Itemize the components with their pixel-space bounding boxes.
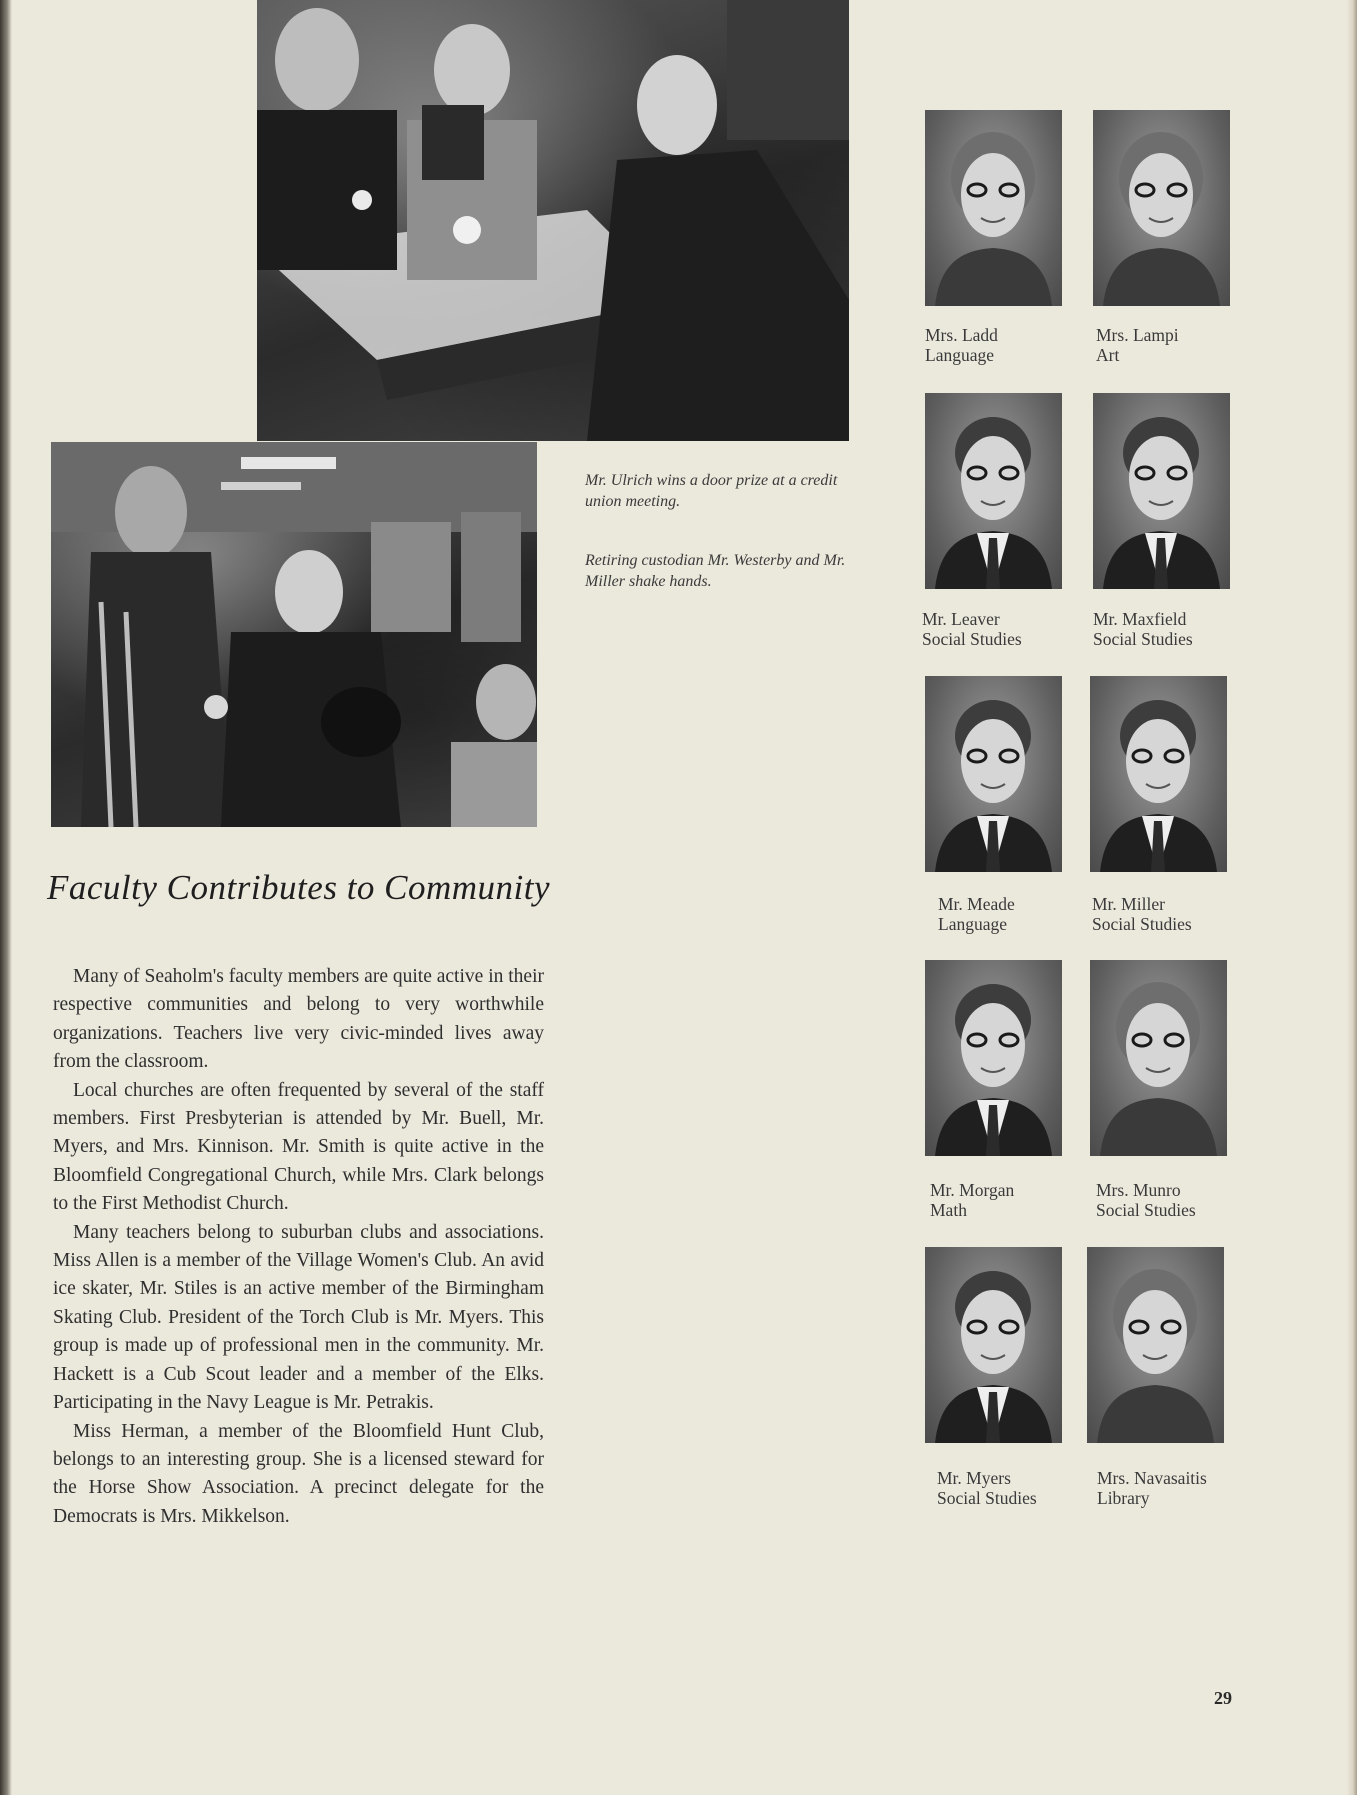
faculty-subject: Social Studies (1092, 914, 1192, 934)
article-paragraph: Many of Seaholm's faculty members are quite active in their respective communities and belong to very worthwhile organizations. Teachers live very civic-minded lives away from the classroom. (53, 966, 544, 1073)
portrait-figure (1090, 676, 1227, 872)
faculty-subject: Language (925, 345, 994, 365)
handshake-caption: Retiring custodian Mr. Westerby and Mr. Miller shake hands. (585, 552, 846, 590)
page-number: 29 (1214, 1688, 1232, 1708)
portrait-leaver (925, 393, 1062, 589)
portrait-figure (925, 1247, 1062, 1443)
portrait-figure (925, 676, 1062, 872)
portrait-morgan (925, 960, 1062, 1156)
portrait-figure (925, 110, 1062, 306)
page-binding-shadow (0, 0, 12, 1795)
faculty-name: Mrs. Navasaitis (1097, 1468, 1207, 1488)
portrait-figure (1087, 1247, 1224, 1443)
faculty-subject: Math (930, 1200, 967, 1220)
portrait-figure (1093, 110, 1230, 306)
faculty-subject: Art (1096, 345, 1120, 365)
portrait-figure (925, 393, 1062, 589)
faculty-name: Mr. Leaver (922, 609, 1000, 629)
faculty-label-lampi (1096, 325, 1179, 365)
faculty-name: Mrs. Ladd (925, 325, 998, 345)
faculty-name: Mr. Myers (937, 1468, 1011, 1488)
faculty-label-maxfield (1093, 609, 1193, 649)
faculty-label-myers (937, 1468, 1037, 1508)
faculty-label-meade (938, 894, 1015, 934)
faculty-subject: Social Studies (1093, 629, 1193, 649)
faculty-label-ladd (925, 325, 998, 365)
handshake-photo (51, 442, 537, 827)
faculty-label-navasaitis (1097, 1468, 1207, 1508)
portrait-figure (1090, 960, 1227, 1156)
faculty-name: Mrs. Lampi (1096, 325, 1179, 345)
portrait-navasaitis (1087, 1247, 1224, 1443)
portrait-miller (1090, 676, 1227, 872)
faculty-label-munro (1096, 1180, 1196, 1220)
faculty-subject: Social Studies (922, 629, 1022, 649)
article-headline: Faculty Contributes to Community (47, 868, 551, 907)
shoulders-shape (1097, 1385, 1214, 1443)
portrait-lampi (1093, 110, 1230, 306)
shoulders-shape (1100, 1098, 1217, 1156)
portrait-myers (925, 1247, 1062, 1443)
portrait-maxfield (1093, 393, 1230, 589)
faculty-name: Mr. Meade (938, 894, 1015, 914)
shoulders-shape (935, 248, 1052, 306)
faculty-label-morgan (930, 1180, 1014, 1220)
faculty-label-leaver (922, 609, 1022, 649)
faculty-label-miller (1092, 894, 1192, 934)
shoulders-shape (1103, 248, 1220, 306)
faculty-name: Mr. Miller (1092, 894, 1165, 914)
door-prize-scene (257, 0, 849, 441)
article-paragraph: Miss Herman, a member of the Bloomfield Hunt Club, belongs to an interesting group. She is a licensed steward for the Horse Show Association. A precinct delegate for the Democrats is Mrs. Mikkelson. (53, 1420, 544, 1527)
faculty-name: Mrs. Munro (1096, 1180, 1181, 1200)
handshake-scene (51, 442, 537, 827)
door-prize-caption: Mr. Ulrich wins a door prize at a credit union meeting. (585, 472, 838, 510)
page-edge-shadow (1347, 0, 1357, 1795)
faculty-name: Mr. Maxfield (1093, 609, 1187, 629)
portrait-munro (1090, 960, 1227, 1156)
article-paragraph: Many teachers belong to suburban clubs and associations. Miss Allen is a member of the Village Women's Club. An avid ice skater, Mr. Stiles is an active member of the Birmingham Skating Club. President of the Torch Club is Mr. Myers. This group is made up of professional men in the community. Mr. Hackett is a Cub Scout leader and a member of the Elks. Participating in the Navy League is Mr. Petrakis. (53, 1221, 544, 1414)
article-paragraph: Local churches are often frequented by several of the staff members. First Presbyterian is attended by Mr. Buell, Mr. Myers, and Mrs. Kinnison. Mr. Smith is quite active in the Bloomfield Congregational Church, while Mrs. Clark belongs to the First Methodist Church. (53, 1079, 544, 1215)
faculty-subject: Social Studies (937, 1488, 1037, 1508)
article-body (53, 963, 544, 1531)
portrait-meade (925, 676, 1062, 872)
faculty-subject: Social Studies (1096, 1200, 1196, 1220)
faculty-subject: Library (1097, 1488, 1150, 1508)
door-prize-photo (257, 0, 849, 441)
faculty-subject: Language (938, 914, 1007, 934)
faculty-name: Mr. Morgan (930, 1180, 1015, 1200)
portrait-figure (1093, 393, 1230, 589)
portrait-ladd (925, 110, 1062, 306)
portrait-figure (925, 960, 1062, 1156)
